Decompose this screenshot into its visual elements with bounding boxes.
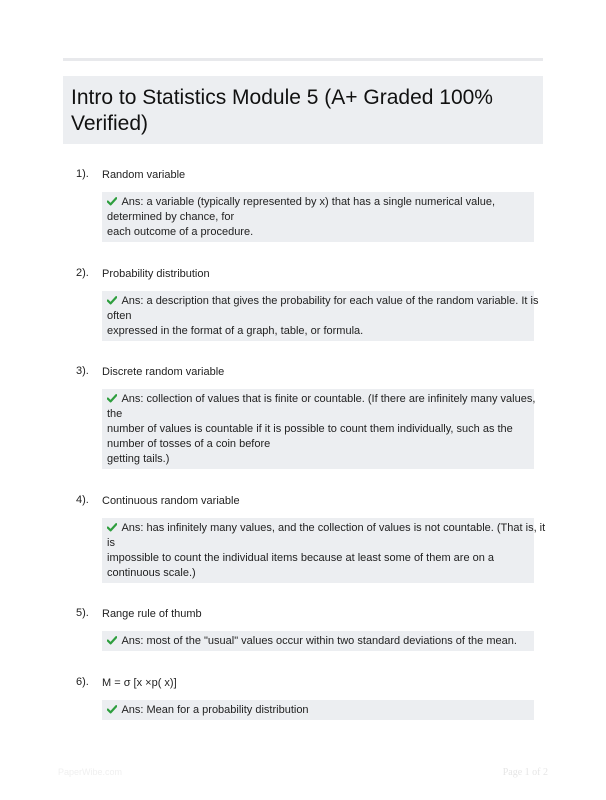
watermark-text: PaperWibe.com [58, 767, 123, 777]
answer-text: Ans: most of the "usual" values occur within two standard deviations of the mean. [121, 635, 517, 647]
answer-line [107, 536, 529, 551]
answer-line [107, 703, 529, 718]
answer-line [107, 324, 529, 339]
question-number: 6). [76, 676, 89, 688]
answer-line [107, 422, 529, 437]
answer-text: Ans: a description that gives the probability for each value of the random variable. It is [121, 295, 539, 307]
answer-text: each outcome of a procedure. [107, 226, 254, 238]
answer-box [102, 389, 534, 469]
answer-line [107, 294, 539, 309]
answer-text: Ans: Mean for a probability distribution [121, 704, 309, 716]
answer-box [102, 192, 534, 242]
answer-text: Ans: a variable (typically represented by x) that has a single numerical value, [121, 196, 496, 208]
answer-line [107, 309, 529, 324]
checkmark-icon [107, 294, 119, 309]
answer-line [107, 634, 529, 649]
answer-box [102, 631, 534, 651]
answer-text: number of values is countable if it is possible to count them individually, such as the [107, 423, 513, 435]
question-text: Continuous random variable [102, 495, 240, 507]
checkmark-icon [107, 703, 119, 718]
checkmark-icon [107, 521, 119, 536]
answer-text: Ans: collection of values that is finite or countable. (If there are infinitely many values, [121, 393, 536, 405]
answer-box [102, 700, 534, 720]
answer-line [107, 407, 529, 422]
page-number: Page 1 of 2 [502, 767, 548, 778]
checkmark-icon [107, 195, 119, 210]
answer-line [107, 210, 529, 225]
answer-text: is [107, 537, 115, 549]
answer-line [107, 225, 529, 240]
answer-box [102, 518, 546, 583]
answer-box [102, 291, 539, 341]
answer-line [107, 437, 529, 452]
answer-text: expressed in the format of a graph, table, or formula. [107, 325, 364, 337]
page-title: Intro to Statistics Module 5 (A+ Graded 100% Verified) [71, 86, 493, 135]
answer-line [107, 195, 529, 210]
question-text: Discrete random variable [102, 366, 225, 378]
answer-line [107, 521, 546, 536]
answer-text: number of tosses of a coin before [107, 438, 271, 450]
answer-text: impossible to count the individual items because at least some of them are on a [107, 552, 495, 564]
question-text: Random variable [102, 169, 186, 181]
question-text: M = σ [x ×p( x)] [102, 677, 177, 689]
answer-line [107, 392, 536, 407]
answer-text: Ans: has infinitely many values, and the collection of values is not countable. (That is, it [121, 522, 546, 534]
checkmark-icon [107, 392, 119, 407]
answer-line [107, 551, 529, 566]
checkmark-icon [107, 634, 119, 649]
question-text: Range rule of thumb [102, 608, 202, 620]
question-number: 4). [76, 494, 89, 506]
answer-text: the [107, 408, 123, 420]
answer-text: continuous scale.) [107, 567, 196, 579]
question-number: 2). [76, 267, 89, 279]
answer-line [107, 452, 529, 467]
question-number: 3). [76, 365, 89, 377]
question-number: 1). [76, 168, 89, 180]
question-number: 5). [76, 607, 89, 619]
answer-text: often [107, 310, 132, 322]
answer-text: determined by chance, for [107, 211, 235, 223]
title-banner [63, 76, 543, 144]
answer-line [107, 566, 529, 581]
top-divider [63, 58, 543, 61]
answer-text: getting tails.) [107, 453, 170, 465]
question-text: Probability distribution [102, 268, 210, 280]
